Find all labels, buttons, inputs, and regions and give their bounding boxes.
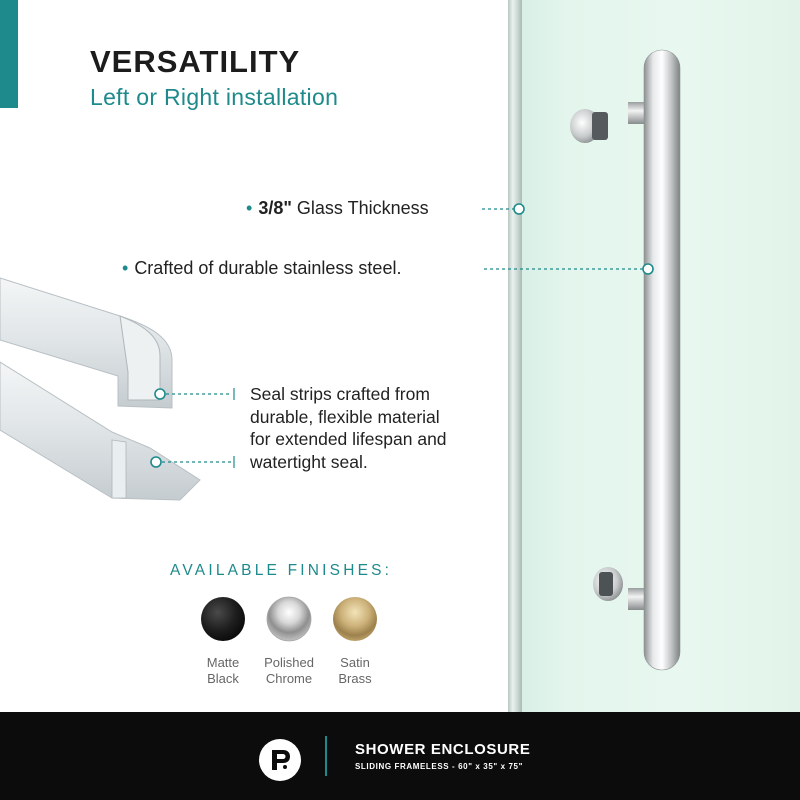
swatch-label: Polished Chrome xyxy=(264,655,314,686)
callout-seal-strips xyxy=(250,383,500,473)
bullet-icon: • xyxy=(122,258,129,278)
footer-bar xyxy=(0,712,800,800)
seal-text-line: for extended lifespan and xyxy=(250,429,447,449)
brand-logo xyxy=(259,739,301,781)
seal-text-line: durable, flexible material xyxy=(250,406,440,427)
footer-title: SHOWER ENCLOSURE xyxy=(355,741,531,758)
page-title: VERSATILITY xyxy=(90,44,301,79)
callout-dot-handle xyxy=(643,264,653,274)
callout-glass-thickness xyxy=(246,198,429,219)
finishes-heading: AVAILABLE FINISHES: xyxy=(170,562,393,579)
finish-matte-black[interactable] xyxy=(187,596,259,687)
seal-text-line: Seal strips crafted from xyxy=(250,384,430,404)
door-handle xyxy=(570,50,680,670)
glass-thickness-label: Glass Thickness xyxy=(296,198,429,218)
mount-base-bottom xyxy=(599,572,613,596)
polished-chrome-swatch-icon xyxy=(266,596,312,642)
matte-black-swatch-icon xyxy=(200,596,246,642)
bullet-icon: • xyxy=(246,198,253,218)
stainless-steel-label: Crafted of durable stainless steel. xyxy=(134,258,402,278)
seal-text-line: watertight seal. xyxy=(250,451,368,472)
brand-logo-icon xyxy=(259,739,301,781)
satin-brass-swatch-icon xyxy=(332,596,378,642)
footer-subtitle: SLIDING FRAMELESS - 60" x 35" x 75" xyxy=(355,762,523,771)
callout-dot-glass xyxy=(514,204,524,214)
swatch-label: Satin Brass xyxy=(338,655,372,686)
finish-satin-brass[interactable] xyxy=(319,596,391,687)
footer-divider xyxy=(325,736,327,776)
handle-bar xyxy=(644,50,680,670)
finish-polished-chrome[interactable] xyxy=(253,596,325,687)
page-subtitle: Left or Right installation xyxy=(90,84,339,110)
swatch-label: Matte Black xyxy=(206,655,240,686)
callout-dot-seal-lower xyxy=(151,457,161,467)
callout-dot-seal-upper xyxy=(155,389,165,399)
seal-strips xyxy=(0,278,200,500)
glass-thickness-value: 3/8" xyxy=(258,198,292,218)
callout-stainless-steel xyxy=(122,258,401,279)
mount-base-top xyxy=(592,112,608,140)
